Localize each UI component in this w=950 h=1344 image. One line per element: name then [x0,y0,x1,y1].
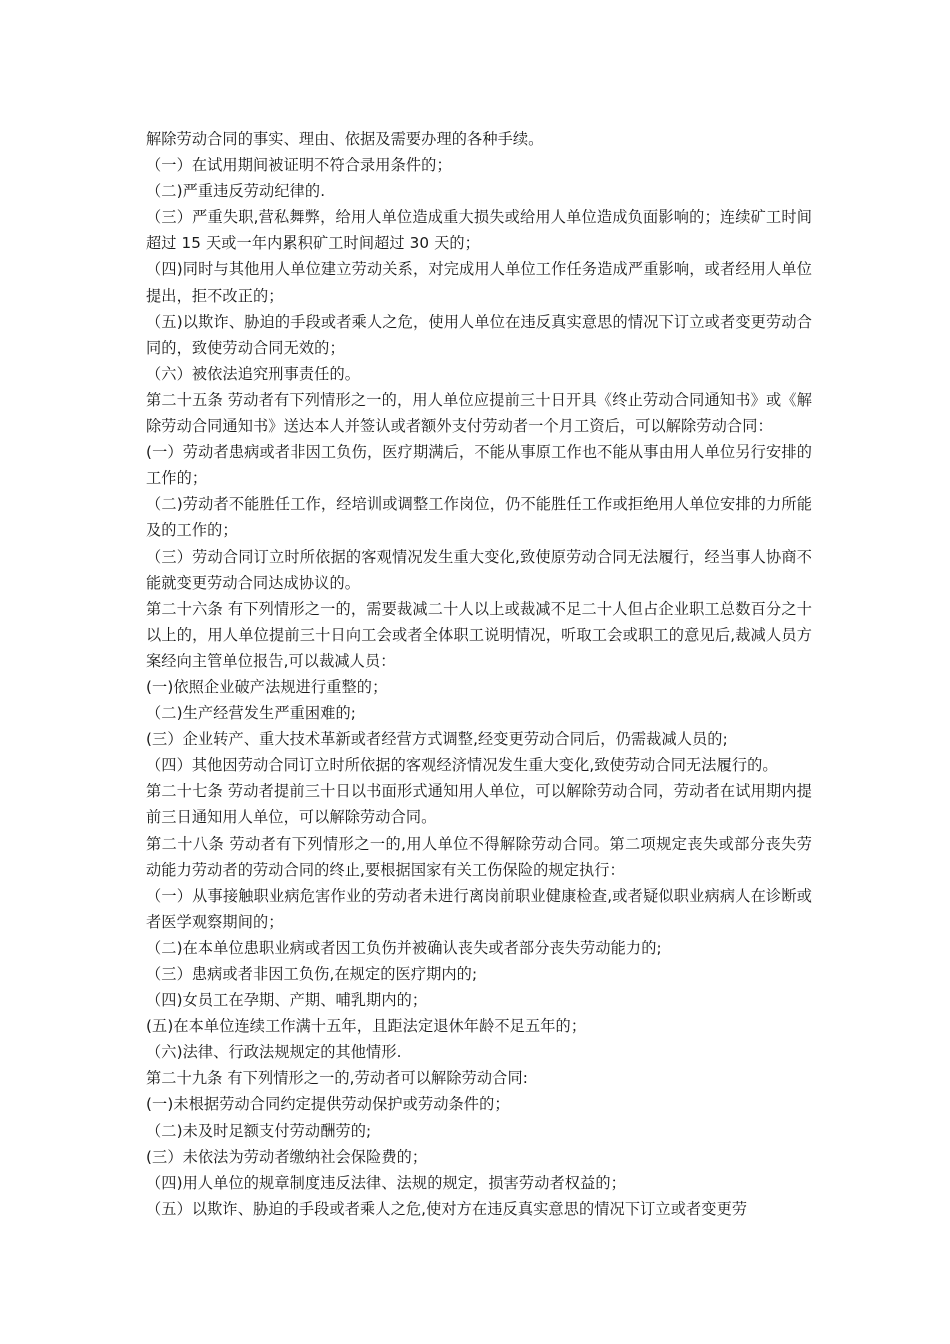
paragraph: (一)依照企业破产法规进行重整的； [146,677,388,696]
paragraph: （四）其他因劳动合同订立时所依据的客观经济情况发生重大变化,致使劳动合同无法履行的。 [146,756,778,775]
paragraph: （一）在试用期间被证明不符合录用条件的； [146,156,452,175]
article-26: 第二十六条 有下列情形之一的，需要裁减二十人以上或裁减不足二十人但占企业职工总数百分之十以上的，用人单位提前三十日向工会或者全体职工说明情况，听取工会或职工的意见后,裁减人员方案经向主管单位报告,可以裁减人员： [146,599,812,670]
paragraph: (三）未依法为劳动者缴纳社会保险费的； [146,1147,428,1166]
article-29: 第二十九条 有下列情形之一的,劳动者可以解除劳动合同: [146,1069,528,1088]
paragraph: (一）劳动者患病或者非因工负伤，医疗期满后，不能从事原工作也不能从事由用人单位另行安排的工作的； [146,443,812,488]
paragraph: (三）企业转产、重大技术革新或者经营方式调整,经变更劳动合同后，仍需裁减人员的; [146,730,728,749]
paragraph: （二)严重违反劳动纪律的. [146,182,326,201]
paragraph: （三）劳动合同订立时所依据的客观情况发生重大变化,致使原劳动合同无法履行，经当事人协商不能就变更劳动合同达成协议的。 [146,547,812,592]
paragraph: （一）从事接触职业病危害作业的劳动者未进行离岗前职业健康检查,或者疑似职业病病人在诊断或者医学观察期间的； [146,886,812,931]
paragraph: （六）被依法追究刑事责任的。 [146,364,361,383]
paragraph: （三）严重失职,营私舞弊，给用人单位造成重大损失或给用人单位造成负面影响的；连续矿工时间超过 15 天或一年内累积矿工时间超过 30 天的； [146,208,812,253]
article-27: 第二十七条 劳动者提前三十日以书面形式通知用人单位，可以解除劳动合同，劳动者在试用期内提前三日通知用人单位，可以解除劳动合同。 [146,782,812,827]
paragraph: （四)用人单位的规章制度违反法律、法规的规定，损害劳动者权益的； [146,1173,626,1192]
paragraph: （四)女员工在孕期、产期、哺乳期内的； [146,991,428,1010]
paragraph: （二)未及时足额支付劳动酬劳的; [146,1121,372,1140]
article-28: 第二十八条 劳动者有下列情形之一的,用人单位不得解除劳动合同。第二项规定丧失或部分丧失劳动能力劳动者的劳动合同的终止,要根据国家有关工伤保险的规定执行： [146,834,812,879]
paragraph: （二)生产经营发生严重困难的; [146,704,356,723]
paragraph: （六)法律、行政法规规定的其他情形. [146,1043,402,1062]
paragraph: (五)在本单位连续工作满十五年，且距法定退休年龄不足五年的； [146,1017,587,1036]
paragraph: 解除劳动合同的事实、理由、依据及需要办理的各种手续。 [146,130,544,148]
paragraph: （二)在本单位患职业病或者因工负伤并被确认丧失或者部分丧失劳动能力的; [146,938,662,957]
paragraph: （三）患病或者非因工负伤,在规定的医疗期内的; [146,965,478,983]
document-body [146,126,812,1222]
paragraph: （五）以欺诈、胁迫的手段或者乘人之危,使对方在违反真实意思的情况下订立或者变更劳 [146,1199,748,1218]
paragraph: （四)同时与其他用人单位建立劳动关系，对完成用人单位工作任务造成严重影响，或者经用人单位提出，拒不改正的； [146,260,812,305]
article-25: 第二十五条 劳动者有下列情形之一的，用人单位应提前三十日开具《终止劳动合同通知书》或《解除劳动合同通知书》送达本人并签认或者额外支付劳动者一个月工资后，可以解除劳动合同： [146,390,812,436]
paragraph: （二)劳动者不能胜任工作，经培训或调整工作岗位，仍不能胜任工作或拒绝用人单位安排的力所能及的工作的； [146,495,812,540]
paragraph: （五)以欺诈、胁迫的手段或者乘人之危，使用人单位在违反真实意思的情况下订立或者变更劳动合同的，致使劳动合同无效的； [146,312,812,357]
paragraph: (一)未根据劳动合同约定提供劳动保护或劳动条件的； [146,1095,510,1114]
